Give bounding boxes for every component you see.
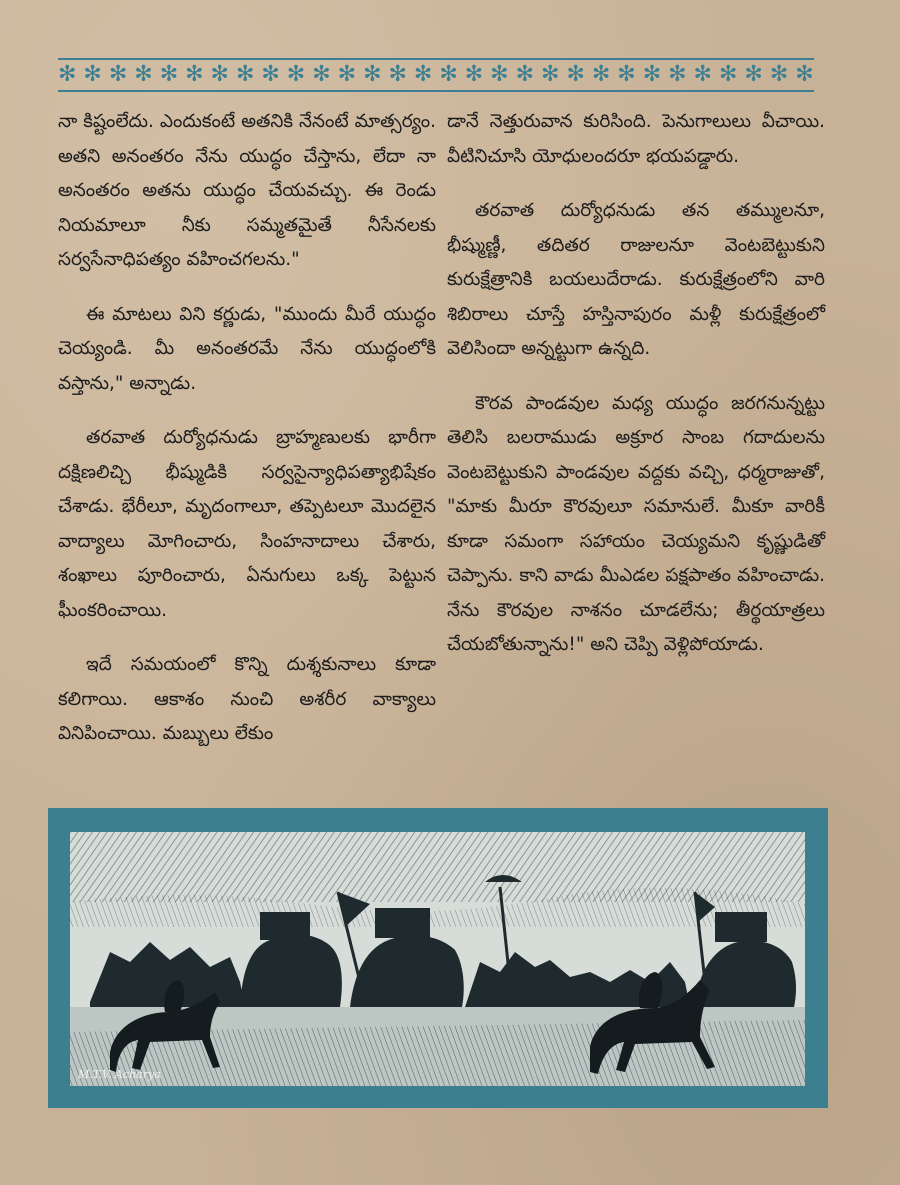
- paragraph: కౌరవ పాండవుల మధ్య యుద్ధం జరగనున్నట్టు తెలిసి బలరాముడు అక్రూర సాంబ గదాదులను వెంటబెట్టుకుని పాండవుల వద్దకు వచ్చి, ధర్మరాజుతో, "మాకు మీరూ కౌరవులూ సమానులే. మీకూ వారికీ కూడా సమంగా సహాయం చెయ్యమని కృష్ణుడితో చెప్పాను. కాని వాడు మీఎడల పక్షపాతం వహించాడు. నేను కౌరవుల నాశనం చూడలేను; తీర్థయాత్రలు చేయబోతున్నాను!" అని చెప్పి వెళ్లిపోయాడు.: [447, 392, 825, 655]
- battle-march-illustration: [70, 832, 805, 1086]
- ornament-glyph: ✻: [286, 62, 306, 87]
- ornament-glyph: ✻: [159, 62, 179, 87]
- ornament-glyph: ✻: [591, 62, 611, 87]
- paragraph: ఈ మాటలు విని కర్ణుడు, "ముందు మీరే యుద్ధం చెయ్యండి. మీ అనంతరమే నేను యుద్ధంలోకి వస్తాను," అన్నాడు.: [58, 303, 436, 394]
- ornament-glyph: ✻: [134, 62, 153, 87]
- illustration-frame: [48, 808, 828, 1108]
- ornament-glyph: ✻: [490, 62, 509, 87]
- ornament-glyph: ✻: [744, 62, 763, 87]
- paragraph: తరవాత దుర్యోధనుడు తన తమ్ములనూ, భీష్ముణ్ణీ, తదితర రాజులనూ వెంటబెట్టుకుని కురుక్షేత్రానికి బయలుదేరాడు. కురుక్షేత్రంలోని వారి శిబిరాలు చూస్తే హస్తినాపురం మళ్లీ కురుక్షేత్రంలో వెలిసిందా అన్నట్టుగా ఉన్నది.: [447, 200, 825, 359]
- ornament-glyph: ✻: [566, 62, 585, 87]
- ornament-glyph: ✻: [108, 62, 128, 87]
- ornament-glyph: ✻: [388, 62, 407, 87]
- ornament-glyph: ✻: [312, 62, 331, 87]
- paragraph: నా కిష్టంలేదు. ఎందుకంటే అతనికి నేనంటే మాత్సర్యం. అతని అనంతరం నేను యుద్ధం చేస్తాను, లేదా నా అనంతరం అతను యుద్ధం చేయవచ్చు. ఈ రెండు నియమాలూ నీకు సమ్మతమైతే నీసేనలకు సర్వసేనాధిపత్యం వహించగలను.": [58, 111, 436, 270]
- left-column: [58, 105, 436, 772]
- ornament-glyph: ✻: [642, 62, 662, 87]
- ornament-glyph: ✻: [413, 62, 433, 87]
- right-column: [447, 105, 825, 683]
- ornament-glyph: ✻: [58, 62, 77, 87]
- paragraph: డానే నెత్తురువాన కురిసింది. పెనుగాలులు వీచాయి. వీటినిచూసి యోధులందరూ భయపడ్డారు.: [447, 111, 825, 167]
- ornament-glyph: ✻: [83, 62, 102, 87]
- ornament-glyph: ✻: [515, 62, 535, 87]
- ornament-glyph: ✻: [337, 62, 357, 87]
- ornament-glyph: ✻: [464, 62, 484, 87]
- ornament-glyph: ✻: [718, 62, 738, 87]
- ornament-glyph: ✻: [541, 62, 560, 87]
- ornament-glyph: ✻: [261, 62, 280, 87]
- ornament-glyph: ✻: [693, 62, 712, 87]
- ornament-glyph: ✻: [617, 62, 636, 87]
- ornament-glyph: ✻: [795, 62, 814, 87]
- illustrator-signature: M.T.V. Acharya: [78, 1068, 161, 1081]
- ornament-glyph: ✻: [769, 62, 789, 87]
- paragraph: ఇదే సమయంలో కొన్ని దుశ్శకునాలు కూడా కలిగాయి. ఆకాశం నుంచి అశరీర వాక్యాలు వినిపించాయి. మబ్బులు లేకుం: [58, 654, 436, 744]
- paragraph: తరవాత దుర్యోధనుడు బ్రాహ్మణులకు భారీగా దక్షిణలిచ్చి భీష్ముడికి సర్వసైన్యాధిపత్యాభిషేకం చేశాడు. భేరీలూ, మృదంగాలూ, తప్పెటలూ మొదలైన వాద్యాలు మోగించారు, సింహనాదాలు చేశారు, శంఖాలు పూరించారు, ఏనుగులు ఒక్క పెట్టున ఘీంకరించాయి.: [58, 427, 436, 621]
- decorative-border: [58, 58, 814, 92]
- ornament-glyph: ✻: [668, 62, 687, 87]
- ornament-glyph: ✻: [363, 62, 382, 87]
- ornament-glyph: ✻: [185, 62, 204, 87]
- ornament-glyph: ✻: [210, 62, 229, 87]
- army-march-drawing: [70, 832, 805, 1086]
- ornament-glyph: ✻: [439, 62, 458, 87]
- ornament-glyph: ✻: [235, 62, 255, 87]
